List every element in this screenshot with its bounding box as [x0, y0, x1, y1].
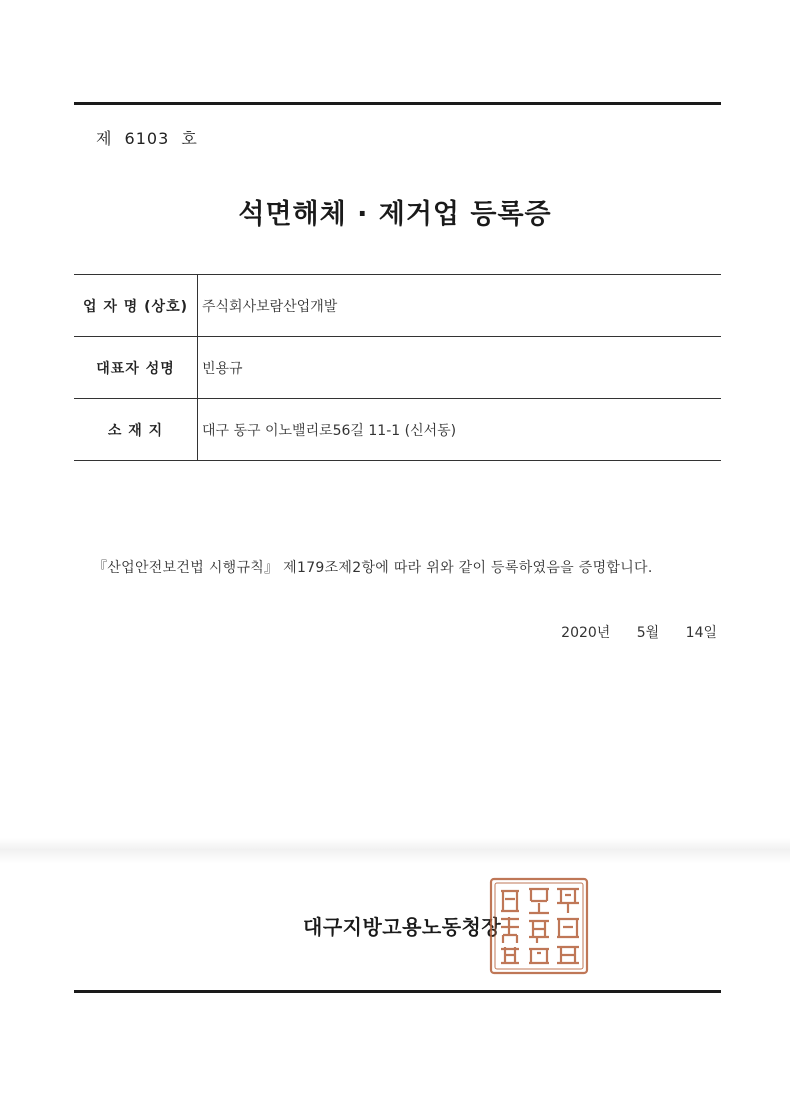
issue-day: 14일 [685, 625, 717, 641]
scan-artifact [0, 838, 790, 864]
company-name-value: 주식회사보람산업개발 [198, 275, 722, 337]
document-title: 석면해체 · 제거업 등록증 [238, 199, 552, 230]
seal-glyph [529, 889, 549, 913]
issue-month: 5월 [636, 625, 660, 641]
seal-glyph [557, 889, 579, 913]
table-row-representative [74, 337, 721, 399]
seal-glyph [529, 949, 549, 963]
address-value: 대구 동구 이노밸리로56길 11-1 (신서동) [198, 399, 722, 461]
issuer-name: 대구지방고용노동청장 [303, 915, 502, 939]
seal-glyph [557, 947, 579, 963]
seal-glyph [529, 921, 549, 943]
issue-date [561, 622, 717, 642]
seal-glyph [557, 919, 579, 937]
certification-statement: 『산업안전보건법 시행규칙』 제179조제2항에 따라 위와 같이 등록하였음을 증명합니다. [93, 560, 653, 576]
representative-label: 대표자 성명 [74, 337, 198, 399]
registration-number: 제 6103 호 [96, 129, 198, 148]
representative-value: 빈용규 [198, 337, 722, 399]
table-row-company [74, 275, 721, 337]
issue-year: 2020년 [561, 625, 611, 641]
table-row-address [74, 399, 721, 461]
top-rule [74, 102, 721, 105]
registration-info-table [74, 274, 721, 461]
address-label: 소 재 지 [74, 399, 198, 461]
bottom-rule [74, 990, 721, 993]
company-name-label: 업 자 명 (상호) [74, 275, 198, 337]
seal-glyph [501, 917, 519, 943]
seal-glyph [501, 891, 519, 911]
official-seal [489, 877, 589, 975]
seal-glyph [501, 947, 519, 963]
